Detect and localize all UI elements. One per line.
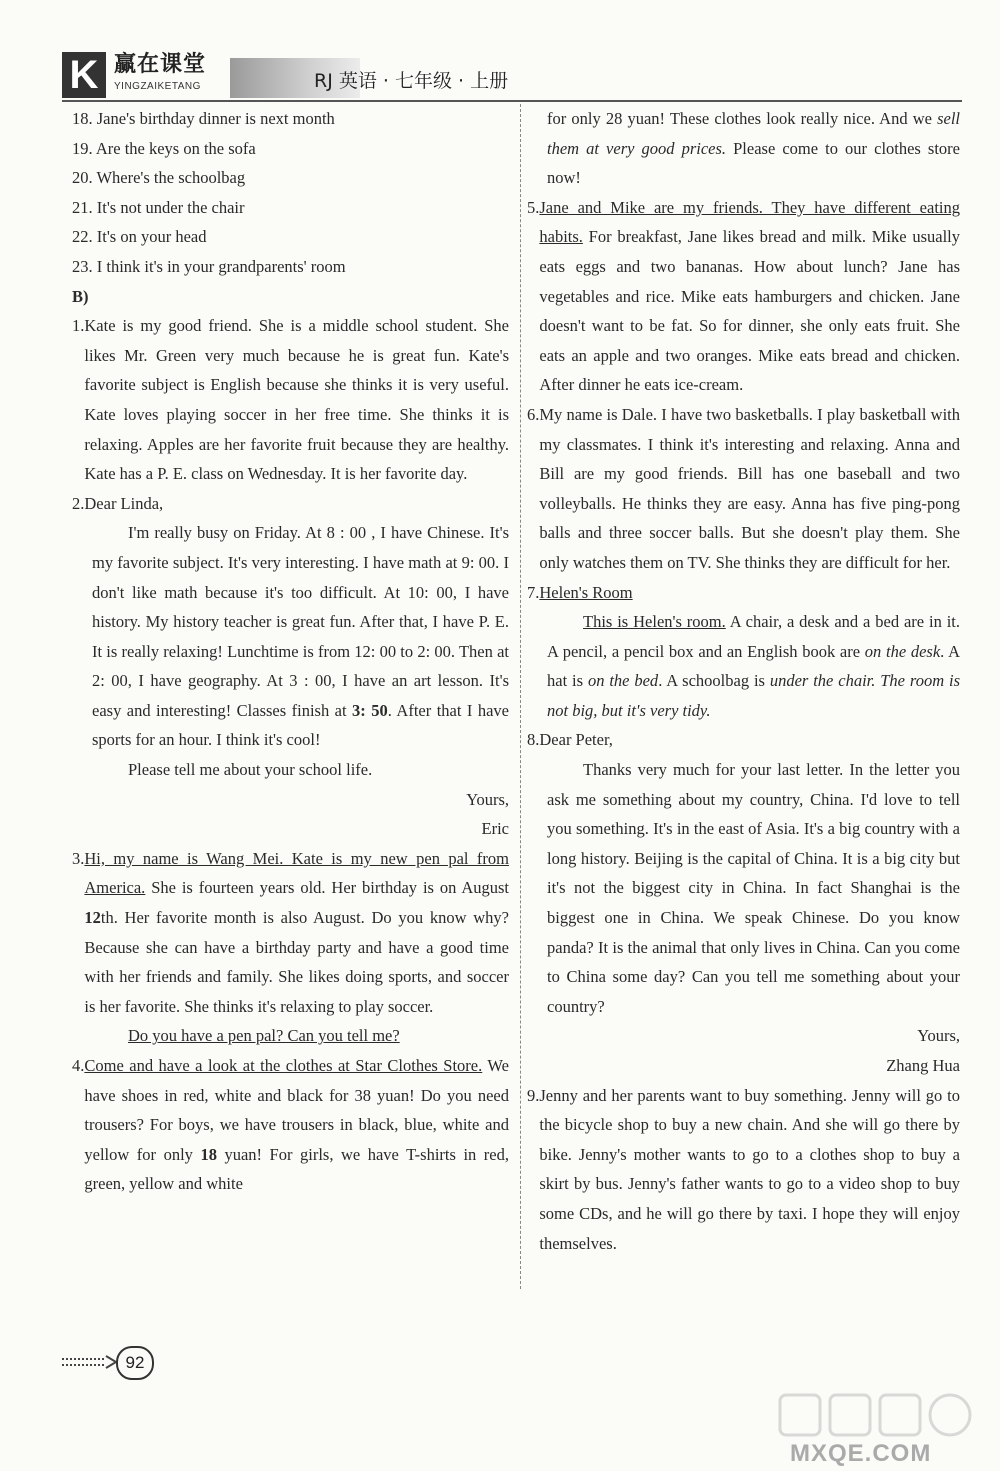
- letter-body: Thanks very much for your last letter. In the letter you ask me something about my country, China. I'd love to tell you something. It's in the east of Asia. It's a big country with a long history. Beijing is the capital of China. It is a big city but it's not the biggest city in China. In fact Shanghai is the biggest one in China. We speak Chinese. Do you know panda? It is the animal that only lives in China. Can you come to China some day? Can you tell me something about your country?: [547, 760, 960, 1016]
- item-title-text: Helen's Room: [539, 582, 633, 602]
- item-text-part: A chair, a desk and a bed are in it. A pencil, a pencil box and an English book are: [547, 612, 961, 661]
- topic-sentence: Come and have a look at the clothes at Star Clothes Store.: [84, 1056, 483, 1075]
- item-number: 7.: [527, 582, 540, 602]
- answer-b1: [72, 311, 509, 489]
- item-number: 4.: [72, 1056, 85, 1075]
- item-number: 2.: [72, 493, 85, 513]
- answer-b3: [72, 844, 509, 1022]
- item-text-bold: 18: [200, 1144, 217, 1164]
- header-rule: [62, 100, 962, 102]
- answer-18: 18. Jane's birthday dinner is next month: [72, 109, 335, 128]
- book-title: RJ 英语 · 七年级 · 上册: [314, 70, 509, 92]
- watermark-text: MXQE.COM: [790, 1440, 932, 1467]
- item-text-part: . A hat is: [547, 641, 960, 691]
- item-title: [539, 578, 960, 608]
- column-divider: [520, 104, 521, 1289]
- item-text: [84, 844, 509, 1022]
- answer-21: 21. It's not under the chair: [72, 197, 245, 217]
- letter-body-text: . After that I have sports for an hour. I think it's cool!: [92, 700, 509, 750]
- item-text-italic: on the bed: [587, 671, 659, 691]
- page-number: 92: [116, 1346, 154, 1380]
- answer-22: 22. It's on your head: [72, 227, 207, 247]
- item-number: 6.: [527, 404, 540, 424]
- answer-b7: [527, 578, 960, 608]
- letter-body: [72, 518, 509, 755]
- answer-b8: [527, 725, 960, 755]
- left-column: [72, 104, 509, 1199]
- letter-signature: Eric: [481, 819, 509, 839]
- letter-salutation: Dear Peter,: [539, 730, 613, 750]
- item-text-part: for only 28 yuan! These clothes look really nice. And we: [547, 109, 938, 128]
- topic-sentence: Jane and Mike are my friends. They have different eating habits.: [539, 197, 960, 247]
- letter-yours: Yours,: [917, 1026, 960, 1046]
- item-text-part: She is fourteen years old. Her birthday is on August: [145, 878, 509, 898]
- item-text-italic: on the desk: [864, 641, 941, 661]
- item-number: 1.: [72, 316, 85, 336]
- letter-yours: Yours,: [466, 789, 509, 809]
- page-header: [62, 50, 962, 102]
- letter-salutation: Dear Linda,: [84, 493, 164, 513]
- logo-title: 赢在课堂: [114, 52, 207, 77]
- item-text: [539, 193, 960, 400]
- right-column: [527, 104, 960, 1258]
- footer-arrow-icon: [62, 1355, 118, 1369]
- letter-body-time: 3: 50: [352, 700, 388, 720]
- answer-b9: [527, 1081, 960, 1259]
- answer-b2: [72, 489, 509, 519]
- closing-sentence: [72, 1021, 509, 1051]
- answer-b6: [527, 400, 960, 578]
- answer-20: 20. Where's the schoolbag: [72, 168, 246, 188]
- logo-k-icon: K: [62, 52, 106, 98]
- item-text-part: Please come to our clothes store now!: [547, 138, 961, 188]
- item-text: My name is Dale. I have two basketballs. I play basketball with my classmates. I think it's interesting and relaxing. Anna and Bill are my good friends. Bill has one baseball and two volleyballs. He thinks they are easy. Anna has five ping-pong balls and three soccer balls. But she doesn't play them. She only watches them on TV. She thinks they are difficult for her.: [539, 404, 960, 572]
- topic-sentence: This is Helen's room.: [583, 612, 726, 632]
- item-number: 3.: [72, 848, 85, 868]
- item-text-bold: 12: [84, 908, 101, 928]
- item-text-italic: under the chair. The room is not big, but it's very tidy.: [547, 671, 961, 720]
- item-number: 8.: [527, 730, 540, 750]
- item-number: 9.: [527, 1085, 540, 1105]
- answer-b4: [72, 1051, 509, 1199]
- topic-sentence: Hi, my name is Wang Mei. Kate is my new pen pal from America.: [84, 848, 509, 898]
- closing-sentence-text: Do you have a pen pal? Can you tell me?: [128, 1026, 400, 1046]
- item-text: Jenny and her parents want to buy something. Jenny will go to the bicycle shop to buy a new chain. And she will go there by bike. Jenny's mother wants to go to a clothes shop to buy a skirt by bus. Jenny's father wants to go to a video shop to buy some CDs, and he will go there by taxi. I hope they will enjoy themselves.: [539, 1085, 960, 1253]
- section-b-label: B): [72, 286, 89, 306]
- letter-closing: Please tell me about your school life.: [128, 760, 373, 780]
- item-text-italic: sell them at very good prices.: [547, 109, 960, 158]
- letter-signature: Zhang Hua: [886, 1056, 960, 1075]
- item-text: [84, 1051, 509, 1199]
- item-text-part: th. Her favorite month is also August. Do you know why? Because she can have a birthday party and have a good time with her friends and family. She likes doing sports, and soccer is her favorite. She thinks it's relaxing to play soccer.: [84, 908, 509, 1016]
- answer-19: 19. Are the keys on the sofa: [72, 138, 256, 158]
- answer-b4-continued: [527, 104, 960, 193]
- item-text: Kate is my good friend. She is a middle school student. She likes Mr. Green very much because he is great fun. Kate's favorite subject is English because she thinks it is very useful. Kate loves playing soccer in her free time. She thinks it is relaxing. Apples are her favorite fruit because they are healthy. Kate has a P. E. class on Wednesday. It is her favorite day.: [84, 316, 509, 484]
- answer-23: 23. I think it's in your grandparents' room: [72, 256, 346, 276]
- item-number: 5.: [527, 197, 540, 217]
- item-text-part: yuan! For girls, we have T-shirts in red, green, yellow and white: [84, 1144, 509, 1194]
- item-text-part: . A schoolbag is: [658, 671, 770, 691]
- item-text-part: We have shoes in red, white and black for 38 yuan! Do you need trousers? For boys, we have trousers in black, blue, white and yellow for only: [84, 1056, 509, 1164]
- item-text: [527, 607, 960, 725]
- letter-body-text: I'm really busy on Friday. At 8 : 00 , I have Chinese. It's my favorite subject. It's very interesting. I have math at 9: 00. I don't like math because it's too difficult. At 10: 00, I have history. My history teacher is great fun. After that, I have P. E. It is really relaxing! Lunchtime is from 12: 00 to 2: 00. Then at 2: 00, I have geography. At 3 : 00, I have an art lesson. It's easy and interesting! Classes finish at: [92, 523, 509, 720]
- item-text-part: For breakfast, Jane likes bread and milk. Mike usually eats eggs and two bananas. How about lunch? Jane has vegetables and rice. Mike eats hamburgers and chicken. Jane doesn't want to be fat. So for dinner, she only eats fruit. She eats an apple and two oranges. Mike eats bread and chicken. After dinner he eats ice-cream.: [539, 227, 960, 395]
- logo-pinyin: YINGZAIKETANG: [114, 81, 201, 92]
- answer-b5: [527, 193, 960, 400]
